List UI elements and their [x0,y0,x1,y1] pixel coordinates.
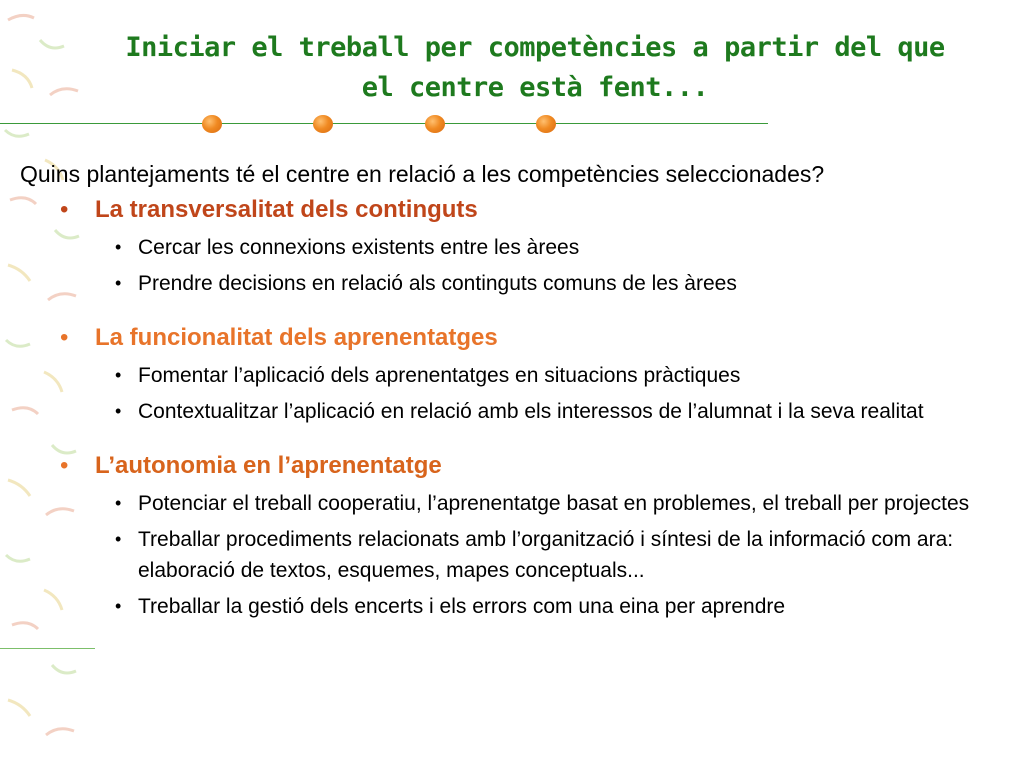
list-item [20,591,1020,622]
list-item [20,268,1020,299]
intro-question: Quins plantejaments té el centre en relació a les competències seleccionades? [20,161,825,187]
list-item [20,360,1020,391]
section-funcionalitat [20,321,1020,427]
orange-dot-icon [313,115,333,133]
list-item-text: Contextualitzar l’aplicació en relació amb els interessos de l’alumnat i la seva realitat [138,400,924,423]
bullet-icon: • [115,273,122,293]
bullet-icon: • [115,493,122,513]
bullet-icon: • [60,452,69,479]
slide-title [90,28,980,108]
slide-title-line-1: Iniciar el treball per competències a partir del que [125,32,945,63]
list-item-text: Prendre decisions en relació als continguts comuns de les àrees [138,272,737,295]
bullet-icon: • [60,324,69,351]
list-item-text: Potenciar el treball cooperatiu, l’aprenentatge basat en problemes, el treball per projectes [138,492,970,515]
bullet-icon: • [60,196,69,223]
orange-dot-icon [202,115,222,133]
list-item-text: Treballar la gestió dels encerts i els errors com una eina per aprendre [138,595,786,618]
bullet-icon: • [115,237,122,257]
list-item-text: Fomentar l’aplicació dels aprenentatges en situacions pràctiques [138,364,741,387]
section-heading [20,449,1020,483]
section-heading [20,321,1020,355]
section-transversalitat [20,193,1020,299]
orange-dot-icon [425,115,445,133]
bullet-icon: • [115,365,122,385]
decorative-divider-line [0,648,95,649]
bullet-icon: • [115,596,122,616]
bullet-icon: • [115,529,122,549]
slide-title-line-2: el centre està fent... [361,72,709,103]
section-heading-text: La funcionalitat dels aprenentatges [95,324,498,351]
section-heading-text: L’autonomia en l’aprenentatge [95,452,442,479]
title-divider-line [0,123,768,124]
bullet-icon: • [115,401,122,421]
section-heading [20,193,1020,227]
section-autonomia [20,449,1020,622]
list-item-text: Treballar procediments relacionats amb l’organització i síntesi de la informació com ara: elaboració de textos, esquemes, mapes conceptuals... [138,528,954,582]
slide-body [20,157,1020,622]
section-heading-text: La transversalitat dels continguts [95,196,478,223]
list-item [20,396,1020,427]
list-item [20,524,1020,586]
orange-dot-icon [536,115,556,133]
list-item [20,232,1020,263]
list-item [20,488,1020,519]
list-item-text: Cercar les connexions existents entre les àrees [138,236,580,259]
